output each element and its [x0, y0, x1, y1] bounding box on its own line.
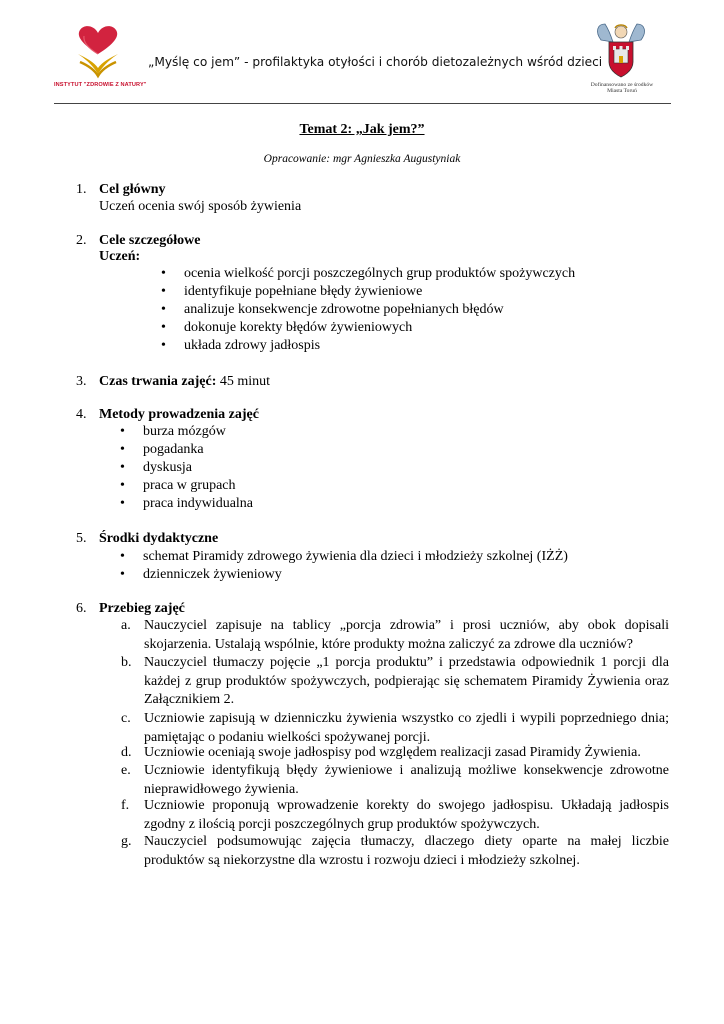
bullet-icon: • — [120, 549, 125, 564]
section-number: 6. — [76, 601, 87, 616]
section-number: 5. — [76, 531, 87, 546]
heart-wheat-icon — [74, 24, 122, 80]
section-title: Przebieg zajęć — [99, 601, 185, 616]
step-text: Uczniowie identyfikują błędy żywieniowe i analizują możliwe konsekwencje zdrowotne nieprawidłowego żywienia. — [144, 763, 669, 797]
step-label: d. — [121, 745, 132, 760]
bullet-icon: • — [161, 266, 166, 281]
section-number: 1. — [76, 182, 87, 197]
section-title: Cel główny — [99, 182, 166, 197]
page-header — [0, 0, 724, 104]
list-item: układa zdrowy jadłospis — [184, 338, 321, 353]
section-number: 3. — [76, 374, 87, 389]
bullet-icon: • — [120, 496, 125, 511]
step-label: c. — [121, 711, 131, 726]
list-item: analizuje konsekwencje zdrowotne popełnianych błędów — [184, 302, 504, 317]
section-title: Cele szczegółowe — [99, 233, 201, 248]
section-title: Czas trwania zajęć: 45 minut — [99, 374, 271, 389]
list-item: identyfikuje popełniane błędy żywieniowe — [184, 284, 423, 299]
institute-logo-text: INSTYTUT "ZDROWIE Z NATURY" — [54, 82, 147, 88]
bullet-icon: • — [161, 320, 166, 335]
bullet-icon: • — [120, 424, 125, 439]
step-label: b. — [121, 655, 132, 670]
section-title: Środki dydaktyczne — [99, 531, 219, 546]
duration-value: 45 minut — [216, 374, 271, 389]
topic-title: Temat 2: „Jak jem?” — [299, 122, 425, 137]
coat-of-arms-icon — [595, 22, 647, 80]
institute-logo — [52, 24, 147, 94]
list-item: praca w grupach — [143, 478, 236, 493]
bullet-icon: • — [120, 460, 125, 475]
list-item: burza mózgów — [143, 424, 226, 439]
bullet-icon: • — [120, 442, 125, 457]
list-item: praca indywidualna — [143, 496, 254, 511]
bullet-icon: • — [120, 567, 125, 582]
step-label: f. — [121, 798, 130, 813]
bullet-icon: • — [120, 478, 125, 493]
section-text: Uczeń ocenia swój sposób żywienia — [99, 199, 302, 214]
step-text: Nauczyciel podsumowując zajęcia tłumaczy, dlaczego diety oparte na małej liczbie produktów są niekorzystne dla wzrostu i rozwoju dzieci i młodzieży szkolnej. — [144, 834, 669, 868]
project-title: „Myślę co jem” - profilaktyka otyłości i chorób dietozależnych wśród dzieci — [148, 55, 603, 69]
step-label: a. — [121, 618, 131, 633]
bullet-icon: • — [161, 338, 166, 353]
section-subtitle: Uczeń: — [99, 249, 141, 264]
step-text: Uczniowie oceniają swoje jadłospisy pod względem realizacji zasad Piramidy Żywienia. — [144, 745, 641, 760]
funding-note: Dofinansowano ze środków Miasta Toruń — [590, 82, 654, 95]
list-item: ocenia wielkość porcji poszczególnych grup produktów spożywczych — [184, 266, 576, 281]
bullet-icon: • — [161, 284, 166, 299]
author-line: Opracowanie: mgr Agnieszka Augustyniak — [263, 153, 461, 165]
step-text: Nauczyciel zapisuje na tablicy „porcja zdrowia” i prosi uczniów, aby obok dopisali skojarzenia. Ustalają wspólnie, które produkty można zaliczyć za zdrowe dla uczniów? — [144, 618, 669, 652]
header-divider — [54, 103, 671, 104]
step-label: g. — [121, 834, 132, 849]
step-text: Nauczyciel tłumaczy pojęcie „1 porcja produktu” i przedstawia odpowiednik 1 porcji dla każdej z grup produktów spożywczych, podpierając się schematem Piramidy Żywienia oraz Załącznikiem 2. — [144, 655, 669, 707]
section-number: 4. — [76, 407, 87, 422]
bullet-icon: • — [161, 302, 166, 317]
torun-coat-of-arms — [583, 22, 661, 98]
step-text: Uczniowie proponują wprowadzenie korekty do swojego jadłospisu. Układają jadłospis zgodny z ilością porcji poszczególnych grup produktów spożywczych. — [144, 798, 669, 832]
section-title: Metody prowadzenia zajęć — [99, 407, 259, 422]
section-number: 2. — [76, 233, 87, 248]
step-label: e. — [121, 763, 131, 778]
list-item: pogadanka — [143, 442, 204, 457]
list-item: schemat Piramidy zdrowego żywienia dla dzieci i młodzieży szkolnej (IŻŻ) — [143, 549, 568, 564]
list-item: dzienniczek żywieniowy — [143, 567, 282, 582]
step-text: Uczniowie zapisują w dzienniczku żywienia wszystko co zjedli i wypili poprzedniego dnia; pamiętając o podaniu wielkości spożywanej porcji. — [144, 711, 669, 745]
list-item: dokonuje korekty błędów żywieniowych — [184, 320, 413, 335]
list-item: dyskusja — [143, 460, 192, 475]
